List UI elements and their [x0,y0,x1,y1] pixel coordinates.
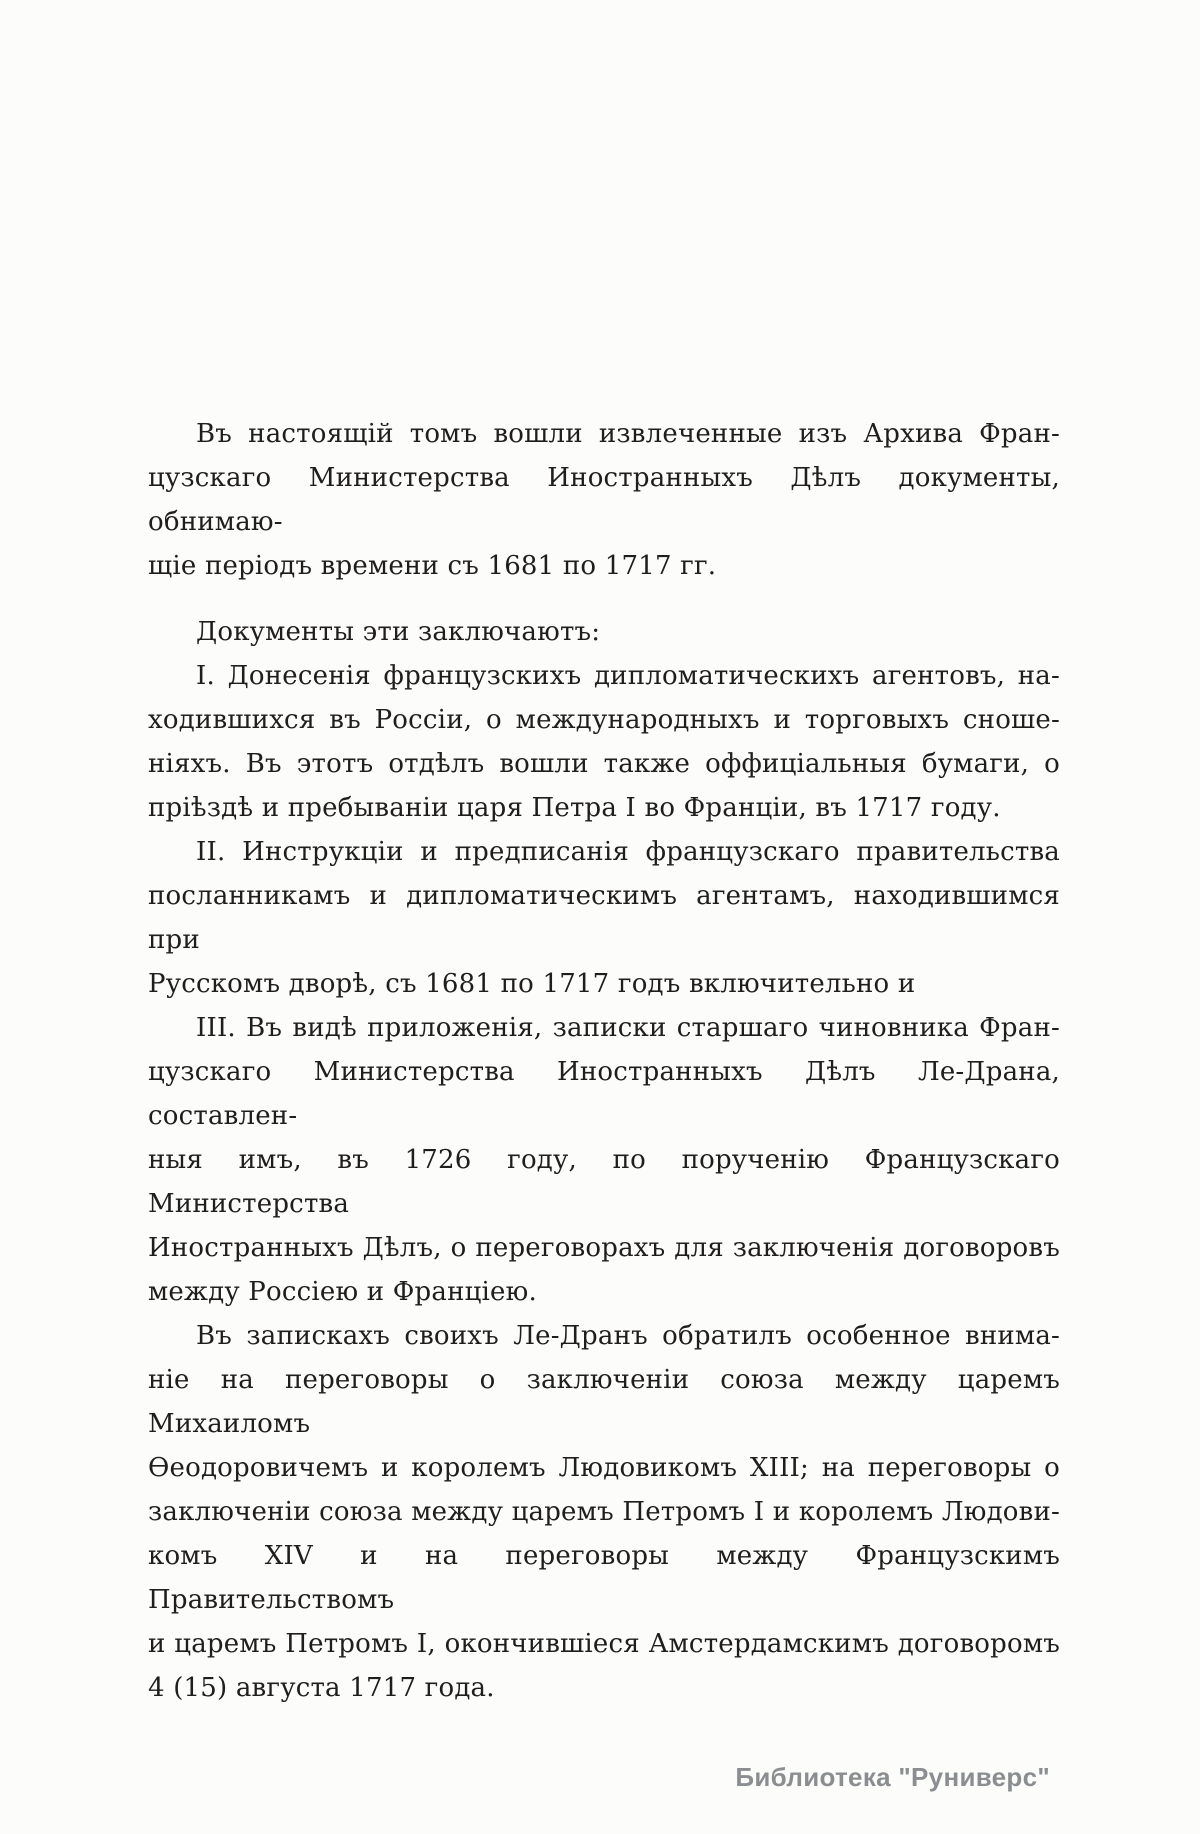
text-line: комъ XIV и на переговоры между Французскимъ Правительствомъ [148,1541,1060,1615]
text-line: Русскомъ дворѣ, съ 1681 по 1717 годъ включительно и [148,969,916,999]
text-line: цузскаго Министерства Иностранныхъ Дѣлъ Ле-Драна, составлен- [148,1057,1060,1131]
text-line: ходившихся въ Россіи, о международныхъ и торговыхъ сноше- [148,705,1060,735]
watermark: Библиотека "Руниверс" [735,1762,1050,1792]
text-line: посланникамъ и дипломатическимъ агентамъ, находившимся при [148,881,1060,955]
text-line: ніе на переговоры о заключеніи союза между царемъ Михаиломъ [148,1365,1060,1439]
text-line: I. Донесенія французскихъ дипломатическихъ агентовъ, на- [196,661,1060,691]
text-line: щіе періодъ времени съ 1681 по 1717 гг. [148,551,717,581]
text-line: Документы эти заключаютъ: [196,617,601,647]
paragraph [148,1314,1060,1710]
text-line: Иностранныхъ Дѣлъ, о переговорахъ для заключенія договоровъ [148,1233,1060,1263]
paragraph [148,830,1060,1006]
text-line: между Россіею и Франціею. [148,1277,537,1307]
paragraph [148,412,1060,588]
text-line: III. Въ видѣ приложенія, записки старшаго чиновника Фран- [196,1013,1060,1043]
text-line: II. Инструкціи и предписанія французскаго правительства [196,837,1060,867]
paragraph [148,654,1060,830]
text-line: и царемъ Петромъ I, окончившіеся Амстердамскимъ договоромъ [148,1629,1060,1659]
text-line: 4 (15) августа 1717 года. [148,1673,495,1703]
text-line: ныя имъ, въ 1726 году, по порученію Французскаго Министерства [148,1145,1060,1219]
text-line: Ѳеодоровичемъ и королемъ Людовикомъ XIII; на переговоры о [148,1453,1060,1483]
text-line: пріѣздѣ и пребываніи царя Петра I во Франціи, въ 1717 году. [148,793,1001,823]
text-line: Въ запискахъ своихъ Ле-Дранъ обратилъ особенное внима- [196,1321,1060,1351]
text-line: ніяхъ. Въ этотъ отдѣлъ вошли также оффиціальныя бумаги, о [148,749,1060,779]
text-line: цузскаго Министерства Иностранныхъ Дѣлъ документы, обнимаю- [148,463,1060,537]
paragraph [148,1006,1060,1314]
text-line: Въ настоящій томъ вошли извлеченные изъ Архива Фран- [196,419,1060,449]
paragraph [148,610,1060,654]
page-text [148,412,1060,1710]
text-line: заключеніи союза между царемъ Петромъ I и королемъ Людови- [148,1497,1060,1527]
